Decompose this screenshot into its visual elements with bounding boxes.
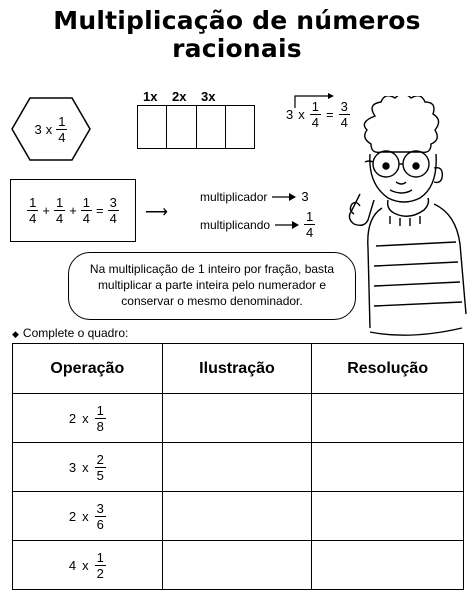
table-row [13,443,464,492]
right-arrow-icon [272,192,296,202]
multiplicando-row: multiplicando $\frac{1}{4}$ [200,209,314,240]
hexagon-multiplier: 3 [34,121,42,137]
instruction-text: ◆ Complete o quadro: [12,326,129,340]
illustration-cell[interactable] [162,492,312,541]
cell-label-2x: 2x [172,89,187,104]
table-header-row [13,344,464,394]
fraction: $\frac{3}{4}$ [109,195,117,226]
explanation-bubble: Na multiplicação de 1 inteiro por fração, basta multiplicar a parte inteira pelo numerador e conservar o mesmo denominador. [68,252,356,320]
fraction: $\frac{3}{4}$ [340,99,348,130]
operation-cell: 2 x $\frac{3}{6}$ [13,492,163,541]
table-row [13,492,464,541]
operation-cell: 4 x $\frac{1}{2}$ [13,541,163,590]
resolution-cell[interactable] [312,492,464,541]
table-row [13,394,464,443]
table-row [13,541,464,590]
illustration-cell[interactable] [162,394,312,443]
cell [167,106,196,148]
times-sign: x [45,121,53,137]
resolution-cell[interactable] [312,541,464,590]
exercise-table [12,343,464,590]
operation-cell: 2 x $\frac{1}{8}$ [13,394,163,443]
fraction: $\frac{1}{4}$ [311,99,319,130]
right-arrow-icon: ⟶ [145,204,168,221]
fraction: $\frac{1}{4}$ [82,195,91,226]
illustration-cell[interactable] [162,443,312,492]
fraction: $\frac{1}{4}$ [29,195,37,226]
multiplication-expression: 3 x $\frac{1}{4}$ = $\frac{3}{4}$ [286,99,348,130]
fraction: $\frac{2}{5}$ [96,451,104,483]
cell [226,106,254,148]
cell-label-3x: 3x [201,89,216,104]
illustration-cell[interactable] [162,541,312,590]
sum-expression-box: $\frac{1}{4}$ + $\frac{1}{4}$ + $\frac{1}{4}$ = $\frac{3}{4}$ [10,179,136,242]
header-resolucao: Resolução [312,344,464,394]
diamond-bullet-icon: ◆ [12,329,19,339]
operation-cell: 3 x $\frac{2}{5}$ [13,443,163,492]
cell-label-1x: 1x [143,89,158,104]
quarter-cells [137,105,255,149]
right-arrow-icon [275,220,299,230]
page-title-line-2: racionais [172,34,302,63]
page-title: Multiplicação de números [53,6,421,35]
fraction: $\frac{1}{2}$ [96,549,104,581]
fraction: $\frac{1}{4}$ [55,195,64,226]
header-ilustracao: Ilustração [162,344,312,394]
multiplicador-row: multiplicador 3 [200,189,309,204]
hexagon-expression [10,96,92,162]
fraction: $\frac{1}{8}$ [96,402,104,434]
fraction: $\frac{3}{6}$ [96,500,104,532]
resolution-cell[interactable] [312,394,464,443]
header-operacao: Operação [13,344,163,394]
cell [138,106,167,148]
fraction: $\frac{1}{4}$ [306,209,314,240]
resolution-cell[interactable] [312,443,464,492]
cell [197,106,226,148]
fraction: $\frac{1}{4}$ [58,113,66,145]
